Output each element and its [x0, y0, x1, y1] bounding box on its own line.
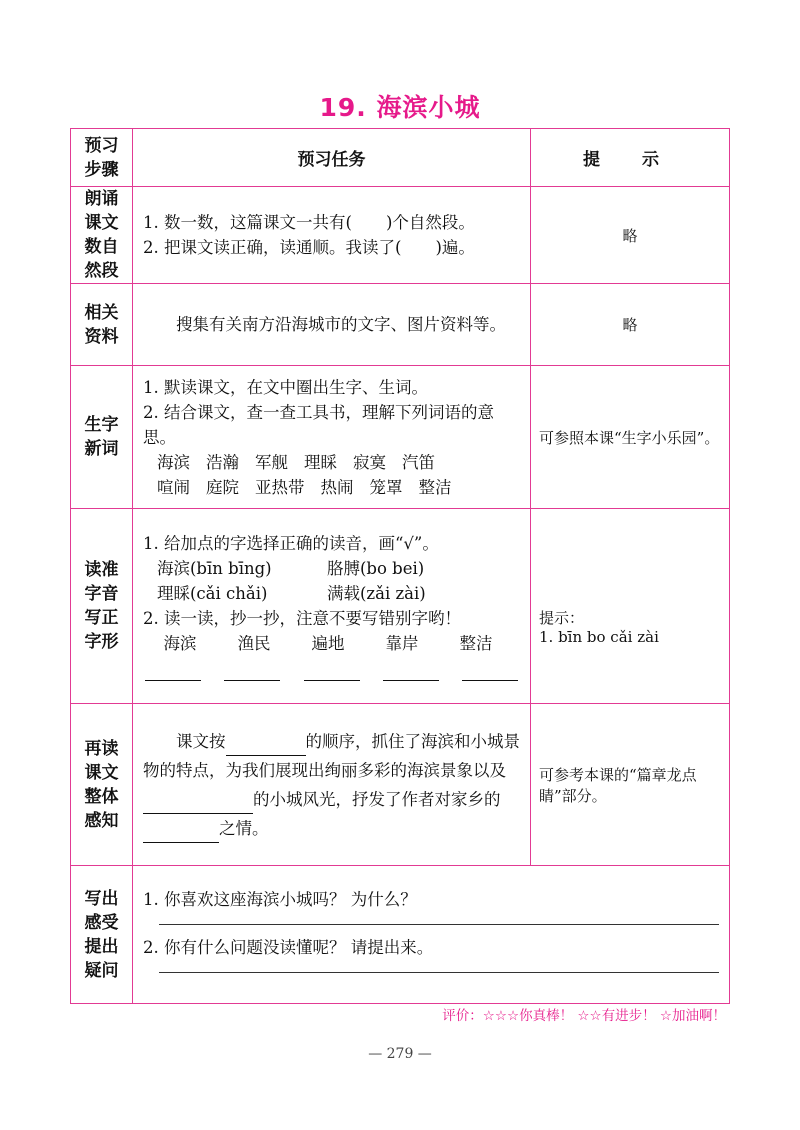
evaluation-stars: 评价：☆☆☆你真棒！ ☆☆有进步！ ☆加油啊！ [442, 1008, 726, 1024]
copy-line[interactable] [224, 670, 280, 681]
header-step: 预习步骤 [71, 129, 133, 187]
row-materials [71, 284, 730, 366]
answer-line-2[interactable] [159, 960, 719, 973]
tip-pronounce: 提示： 1. bīn bo cǎi zài [531, 509, 730, 704]
copy-lines[interactable] [143, 670, 520, 681]
tip-new-words: 可参照本课“生字小乐园”。 [531, 366, 730, 509]
copy-line[interactable] [462, 670, 518, 681]
new-words-line1: 1. 默读课文，在文中圈出生字、生词。 [143, 377, 428, 397]
tip-read-aloud: 略 [531, 187, 730, 284]
step-materials: 相关资料 [71, 284, 133, 366]
row-pronounce [71, 509, 730, 704]
row-read-aloud [71, 187, 730, 284]
pinyin-row-1: 海滨(bīn bīng) 胳膊(bo bei) [157, 559, 425, 578]
blank-3[interactable] [143, 824, 219, 843]
copy-line[interactable] [383, 670, 439, 681]
copy-line[interactable] [304, 670, 360, 681]
page-number: — 279 — [368, 1046, 432, 1062]
row-questions [71, 866, 730, 1004]
answer-line-1[interactable] [159, 912, 719, 925]
copy-line[interactable] [145, 670, 201, 681]
task-read-aloud: 1. 数一数，这篇课文一共有( )个自然段。 2. 把课文读正确，读通顺。我读了( )遍。 [133, 187, 531, 284]
question-1: 1. 你喜欢这座海滨小城吗？ 为什么？ [143, 889, 417, 909]
row-reread [71, 704, 730, 866]
step-new-words: 生字新词 [71, 366, 133, 509]
task-pronounce [133, 509, 531, 704]
step-questions: 写出感受提出疑问 [71, 866, 133, 1004]
step-pronounce: 读准字音写正字形 [71, 509, 133, 704]
step-reread: 再读课文整体感知 [71, 704, 133, 866]
tip-reread: 可参考本课的“篇章龙点睛”部分。 [531, 704, 730, 866]
blank-2[interactable] [143, 795, 253, 814]
task-questions [133, 866, 730, 1004]
pronounce-line2: 2. 读一读，抄一抄，注意不要写错别字哟！ [143, 609, 461, 628]
page-title: 19. 海滨小城 [319, 93, 481, 122]
word-list-1: 海滨 浩瀚 军舰 理睬 寂寞 汽笛 [157, 452, 435, 472]
word-list-2: 喧闹 庭院 亚热带 热闹 笼罩 整洁 [157, 477, 452, 497]
header-row [71, 129, 730, 187]
preview-table [70, 128, 730, 1004]
blank-1[interactable] [226, 737, 306, 756]
copy-words: 海滨 渔民 遍地 靠岸 整洁 [163, 634, 493, 653]
new-words-line2: 2. 结合课文，查一查工具书，理解下列词语的意思。 [143, 402, 494, 447]
tip-materials: 略 [531, 284, 730, 366]
task-materials: 搜集有关南方沿海城市的文字、图片资料等。 [133, 284, 531, 366]
task-reread: 课文按 的顺序，抓住了海滨和小城景物的特点，为我们展现出绚丽多彩的海滨景象以及的小城风光，抒发了作者对家乡的之情。 [133, 704, 531, 866]
task-new-words [133, 366, 531, 509]
pinyin-row-2: 理睬(cǎi chǎi) 满载(zǎi zài) [157, 584, 426, 603]
question-2: 2. 你有什么问题没读懂呢？ 请提出来。 [143, 937, 434, 957]
step-read-aloud: 朗诵课文数自然段 [71, 187, 133, 284]
header-task: 预习任务 [133, 129, 531, 187]
header-tip: 提 示 [531, 129, 730, 187]
row-new-words [71, 366, 730, 509]
pronounce-line1: 1. 给加点的字选择正确的读音，画“√”。 [143, 534, 439, 553]
